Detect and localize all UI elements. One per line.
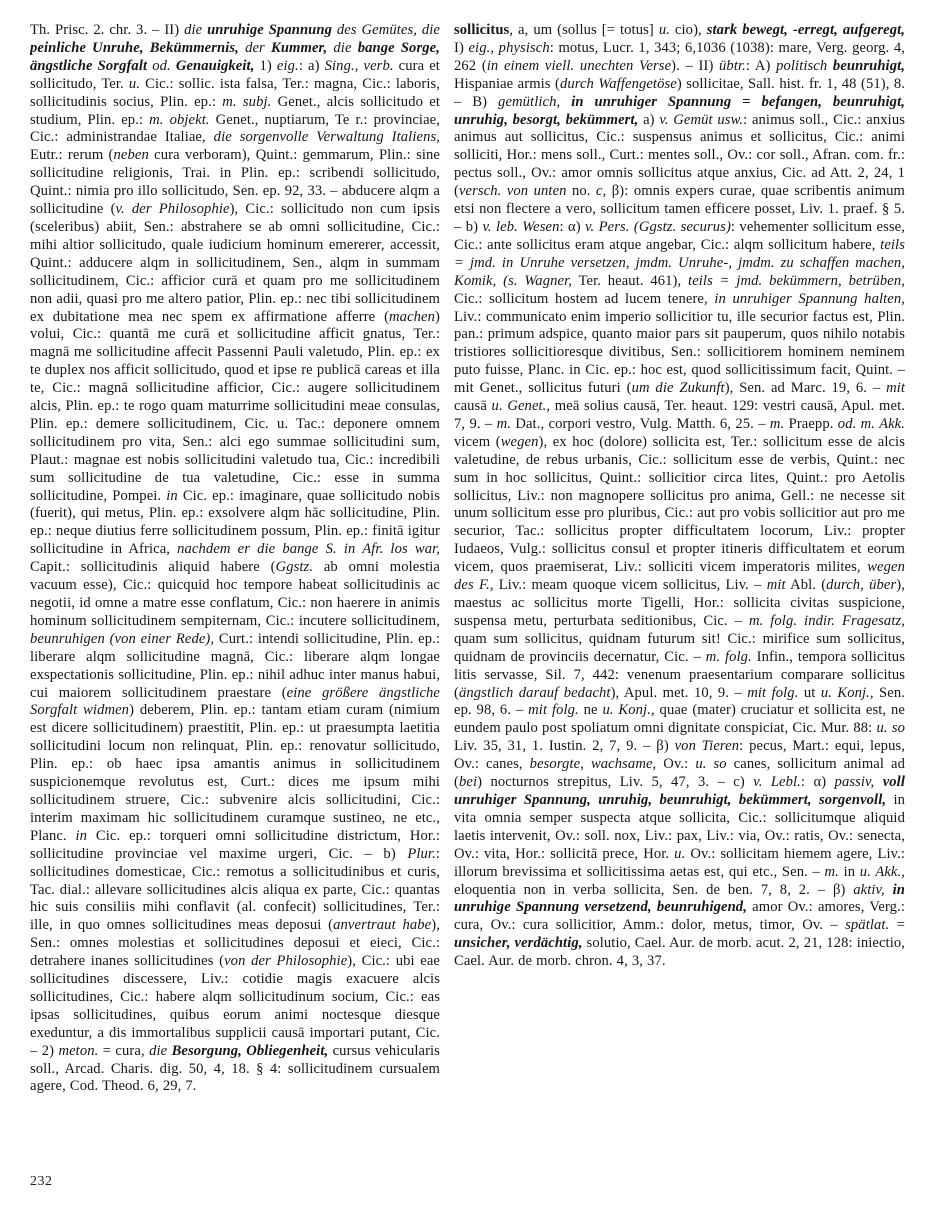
text-column-right — [454, 22, 905, 1172]
text-column-left — [30, 22, 440, 1172]
entry-sollicitus: sollicitus, a, um (sollus [= totus] u. cio), stark bewegt, -erregt, aufgeregt, I) eig., physisch: motus, Lucr. 1, 343; 6,1036 (1038): mare, Verg. georg. 4, 262 (in einem viell. unechten Verse). – II) übtr.: A) politisch beunruhigt, Hispaniae armis (durch Waffengetöse) sollicitae, Sall. hist. fr. 1, 48 (51), 8. – B) gemütlich, in unruhiger Spannung = befangen, beunruhigt, unruhig, besorgt, bekümmert, a) v. Gemüt usw.: animus soll., Cic.: anxius animus aut sollicitus, Cic.: suspensus animus et sollicitus, Cic.: animi solliciti, Hor.: mens soll., Curt.: mentes soll., Ov.: cor soll., Afran. com. fr.: pectus soll., Ov.: amor omnis sollicitus atque anxius, Cic. ad Att. 2, 24, 1 (versch. von unten no. c, β): omnis expers curae, quae scribentis animum etsi non flectere a vero, sollicitum tamen efficere posset, Liv. 1. praef. § 5. – b) v. leb. Wesen: α) v. Pers. (Ggstz. securus): vehementer sollicitum esse, Cic.: ante sollicitus eram atque angebar, Cic.: alqm sollicitum habere, teils = jmd. in Unruhe versetzen, jmdm. Unruhe-, jmdm. zu schaffen machen, Komik, (s. Wagner, Ter. heaut. 461), teils = jmd. bekümmern, betrüben, Cic.: sollicitum hostem ad lucem tenere, in unruhiger Spannung halten, Liv.: communicato enim imperio sollicitior tu, ille securior factus est, Plin. pan.: primum adspice, quanto maior pars sit pauperum, quos nihilo notabis tristiores sollicitioresque divitibus, Sen.: sollicitiorem hominem neminem puto fuisse, Planc. in Cic. ep.: hoc est, quod sollicitissimum facit, Quint. – mit Genet., sollicitus futuri (um die Zukunft), Sen. ad Marc. 19, 6. – mit causā u. Genet., meā solius causā, Ter. heaut. 129: vestri causā, Apul. met. 7, 9. – m. Dat., corpori vestro, Vulg. Matth. 6, 25. – m. Praepp. od. m. Akk. vicem (wegen), ex hoc (dolore) sollicita est, Ter.: sollicitum esse de alcis valetudine, de rebus urbanis, Cic.: sollicitum esse de verbis, Quint.: nec sum in hoc sollicitus, Quint.: sollicitior circa lites, Quint.: pro Aetolis sollicitus, Liv.: non magnopere sollicitus pro anima, Gell.: ne necesse sit unum sollicitum esse pro pluribus, Cic.: aut pro vobis sollicitior aut pro me securior, Tac.: sollicitus propter difficultatem locorum, Liv.: propter Iudaeos, Vulg.: sollicitus consul et propter itineris difficultatem et eorum vicem, quos praemiserat, Liv.: solliciti vicem imperatoris milites, wegen des F., Liv.: meam quoque vicem sollicitus, Liv. – mit Abl. (durch, über), maestus ac sollicitus morte Tigelli, Hor.: sollicita civitas suspicione, suspensa metu, perturbata seditionibus, Cic. – m. folg. indir. Fragesatz, quam sum sollicitus, quidnam futurum sit! Cic.: mirifice sum sollicitus, quidnam de provinciis decernatur, Cic. – m. folg. Infin., tempora sollicitus litis servasse, Sil. 7, 442: venenum praesentarium comparare sollicitus (ängstlich darauf bedacht), Apul. met. 10, 9. – mit folg. ut u. Konj., Sen. ep. 98, 6. – mit folg. ne u. Konj., quae (mater) cruciatur et sollicita est, ne eundem paulo post spoliatum omni dignitate conspiciat, Cic. Mur. 88: u. so Liv. 35, 31, 1. Iustin. 2, 7, 9. – β) von Tieren: pecus, Mart.: equi, lepus, Ov.: canes, besorgte, wachsame, Ov.: u. so canes, sollicitum animal ad (bei) nocturnos strepitus, Liv. 5, 47, 3. – c) v. Lebl.: α) passiv, voll unruhiger Spannung, unruhig, beunruhigt, bekümmert, sorgenvoll, in vita omnia semper suspecta atque sollicita, Cic.: sollicitumque aliquid laetis intervenit, Ov.: soll. nox, Liv.: pax, Liv.: via, Ov.: ratis, Ov.: senecta, Ov.: vita, Hor.: sollicitā prece, Hor. u. Ov.: sollicitam hiemem agere, Liv.: illorum brevissima et sollicitissima aetas est, qui etc., Sen. – m. in u. Akk., eloquentia non in verba sollicita, Sen. de ben. 7, 8, 2. – β) aktiv, in unruhige Spannung versetzend, beunruhigend, amor Ov.: amores, Verg.: cura, Ov.: cura sollicitior, Amm.: dolor, metus, timor, Ov. – spätlat. = unsicher, verdächtig, solutio, Cael. Aur. de morb. acut. 2, 21, 128: iniectio, Cael. Aur. de morb. chron. 4, 3, 37. — [454, 22, 905, 970]
page-number: 232 — [30, 1174, 53, 1189]
entry-sollicitudo-continuation: Th. Prisc. 2. chr. 3. – II) die unruhige Spannung des Gemütes, die peinliche Unruhe, Bekümmernis, der Kummer, die bange Sorge, ängstliche Sorgfalt od. Genauigkeit, 1) eig.: a) Sing., verb. cura et sollicitudo, Ter. u. Cic.: sollic. ista falsa, Ter.: magna, Cic.: laboris, sollicitudinis socius, Plin. ep.: m. subj. Genet., alcis sollicitudo et studium, Plin. ep.: m. objekt. Genet., nuptiarum, Te r.: provinciae, Cic.: administrandae Italiae, die sorgenvolle Verwaltung Italiens, Eutr.: rerum (neben cura verboram), Quint.: gemmarum, Plin.: sine sollicitudine religionis, Trai. in Plin. ep.: scribendi sollicitudo, Quint.: nimia pro illo sollicitudo, Sen. ep. 92, 33. – abducere alqm a sollicitudine (v. der Philosophie), Cic.: sollicitudo non cum ipsis (sceleribus) abiit, Sen.: abstrahere se ab omni sollicitudine, Cic.: mihi altior sollicitudo, quale iudicium hominum emererer, accessit, Quint.: adducere alqm in sollicitudinem, Sen., alqm in summam sollicitudinem, Cic.: afficior curā et quam pro me sollicitudinem non adii, quasi pro me altero patior, Plin. ep.: nec tibi sollicitudinem ex dubitatione mea nec spem ex affirmatione afferre (machen) volui, Cic.: quantā me curā et sollicitudine afficit gnatus, Ter.: magnā me sollicitudine affecit Passenni Pauli valetudo, Plin. ep.: ex te duplex nos afficit sollicitudo, quod et ipse re publicā careas et illa te, Cic.: magnā sollicitudine afficior, Cic.: augere sollicitudinem alcis, Plin. ep.: te rogo quam maturrime sollicitudini meae consulas, Plin. ep.: demere sollicitudinem, Cic. u. Tac.: deponere omnem sollicitudinem pro vita, Sen.: alci ego summae sollicitudini sum, Plaut.: magnae est nobis sollicitudini valetudo tua, Cic.: incredibili sum sollicitudine de tua valetudine, Cic.: esse in summa sollicitudine, Pompei. in Cic. ep.: imaginare, quae sollicitudo nobis (fuerit), qui metus, Plin. ep.: exsolvere alqm hāc sollicitudine, Plin. ep.: neque diutius ferre sollicitudinem possum, Plin. ep.: finitā igitur sollicitudine in Africa, nachdem er die bange S. in Afr. los war, Capit.: sollicitudinis aliquid habere (Ggstz. ab omni molestia vacuum esse), Cic.: quicquid hoc tempore habeat sollicitudinis ac negotii, id omne a matre esse conflatum, Cic.: non haerere in animis hominum sollicitudinem sempiternam, Cic.: incutere sollicitudinem, beunruhigen (von einer Rede), Curt.: intendi sollicitudine, Plin. ep.: liberare alqm sollicitudine magnā, Cic.: liberare alqm longae exspectationis sollicitudine, Plin. ep.: nihil adhuc inter manus habui, cui maiorem sollicitudinem praestare (eine größere ängstliche Sorgfalt widmen) deberem, Plin. ep.: tantam etiam curam (nimium est dicere sollicitudinem) praestitit, Plin. ep.: ut praesumpta laetitia sollicitudini locum non relinquat, Plin. ep.: renovatur sollicitudo, Plin. ep.: ob haec ipsa amantis animus in sollicitudinem suspicionemque revolutus est, Curt.: dices me ipsum mihi sollicitudinem struere, Cic.: subvenire alcis sollicitudini, Cic.: interim maximam hic sollicitudinem curamque sustineo, ne etc., Planc. in Cic. ep.: torqueri omni sollicitudine districtum, Hor.: sollicitudine provinciae vel maxime urgeri, Cic. – b) Plur.: sollicitudines domesticae, Cic.: remotus a sollicitudinibus et curis, Tac. dial.: allevare sollicitudines alcis aliqua ex parte, Cic.: quantas hic suis consiliis mihi conflavit (al. confecit) sollicitudines, Ter.: ille, in quo omnes sollicitudines meas deposui (anvertraut habe), Sen.: omnes molestias et sollicitudines deposui et eieci, Cic.: detrahere inanes sollicitudines (von der Philosophie), Cic.: ubi eae sollicitudines discessere, Liv.: cotidie magis exacuere alcis sollicitudines, Cic.: habere alqm sollicitudinum socium, Cic.: eas ipsas sollicitudines, quibus eorum animi noctesque diesque exeduntur, a dis immortalibus supplicii causā importari putant, Cic. – 2) meton. = cura, die Besorgung, Obliegenheit, cursus vehicularis soll., Arcad. Charis. dig. 50, 4, 18. § 4: sollicitudinem cursualem agere, Cod. Theod. 6, 29, 7. — [30, 22, 440, 1095]
text-columns — [30, 22, 905, 1172]
